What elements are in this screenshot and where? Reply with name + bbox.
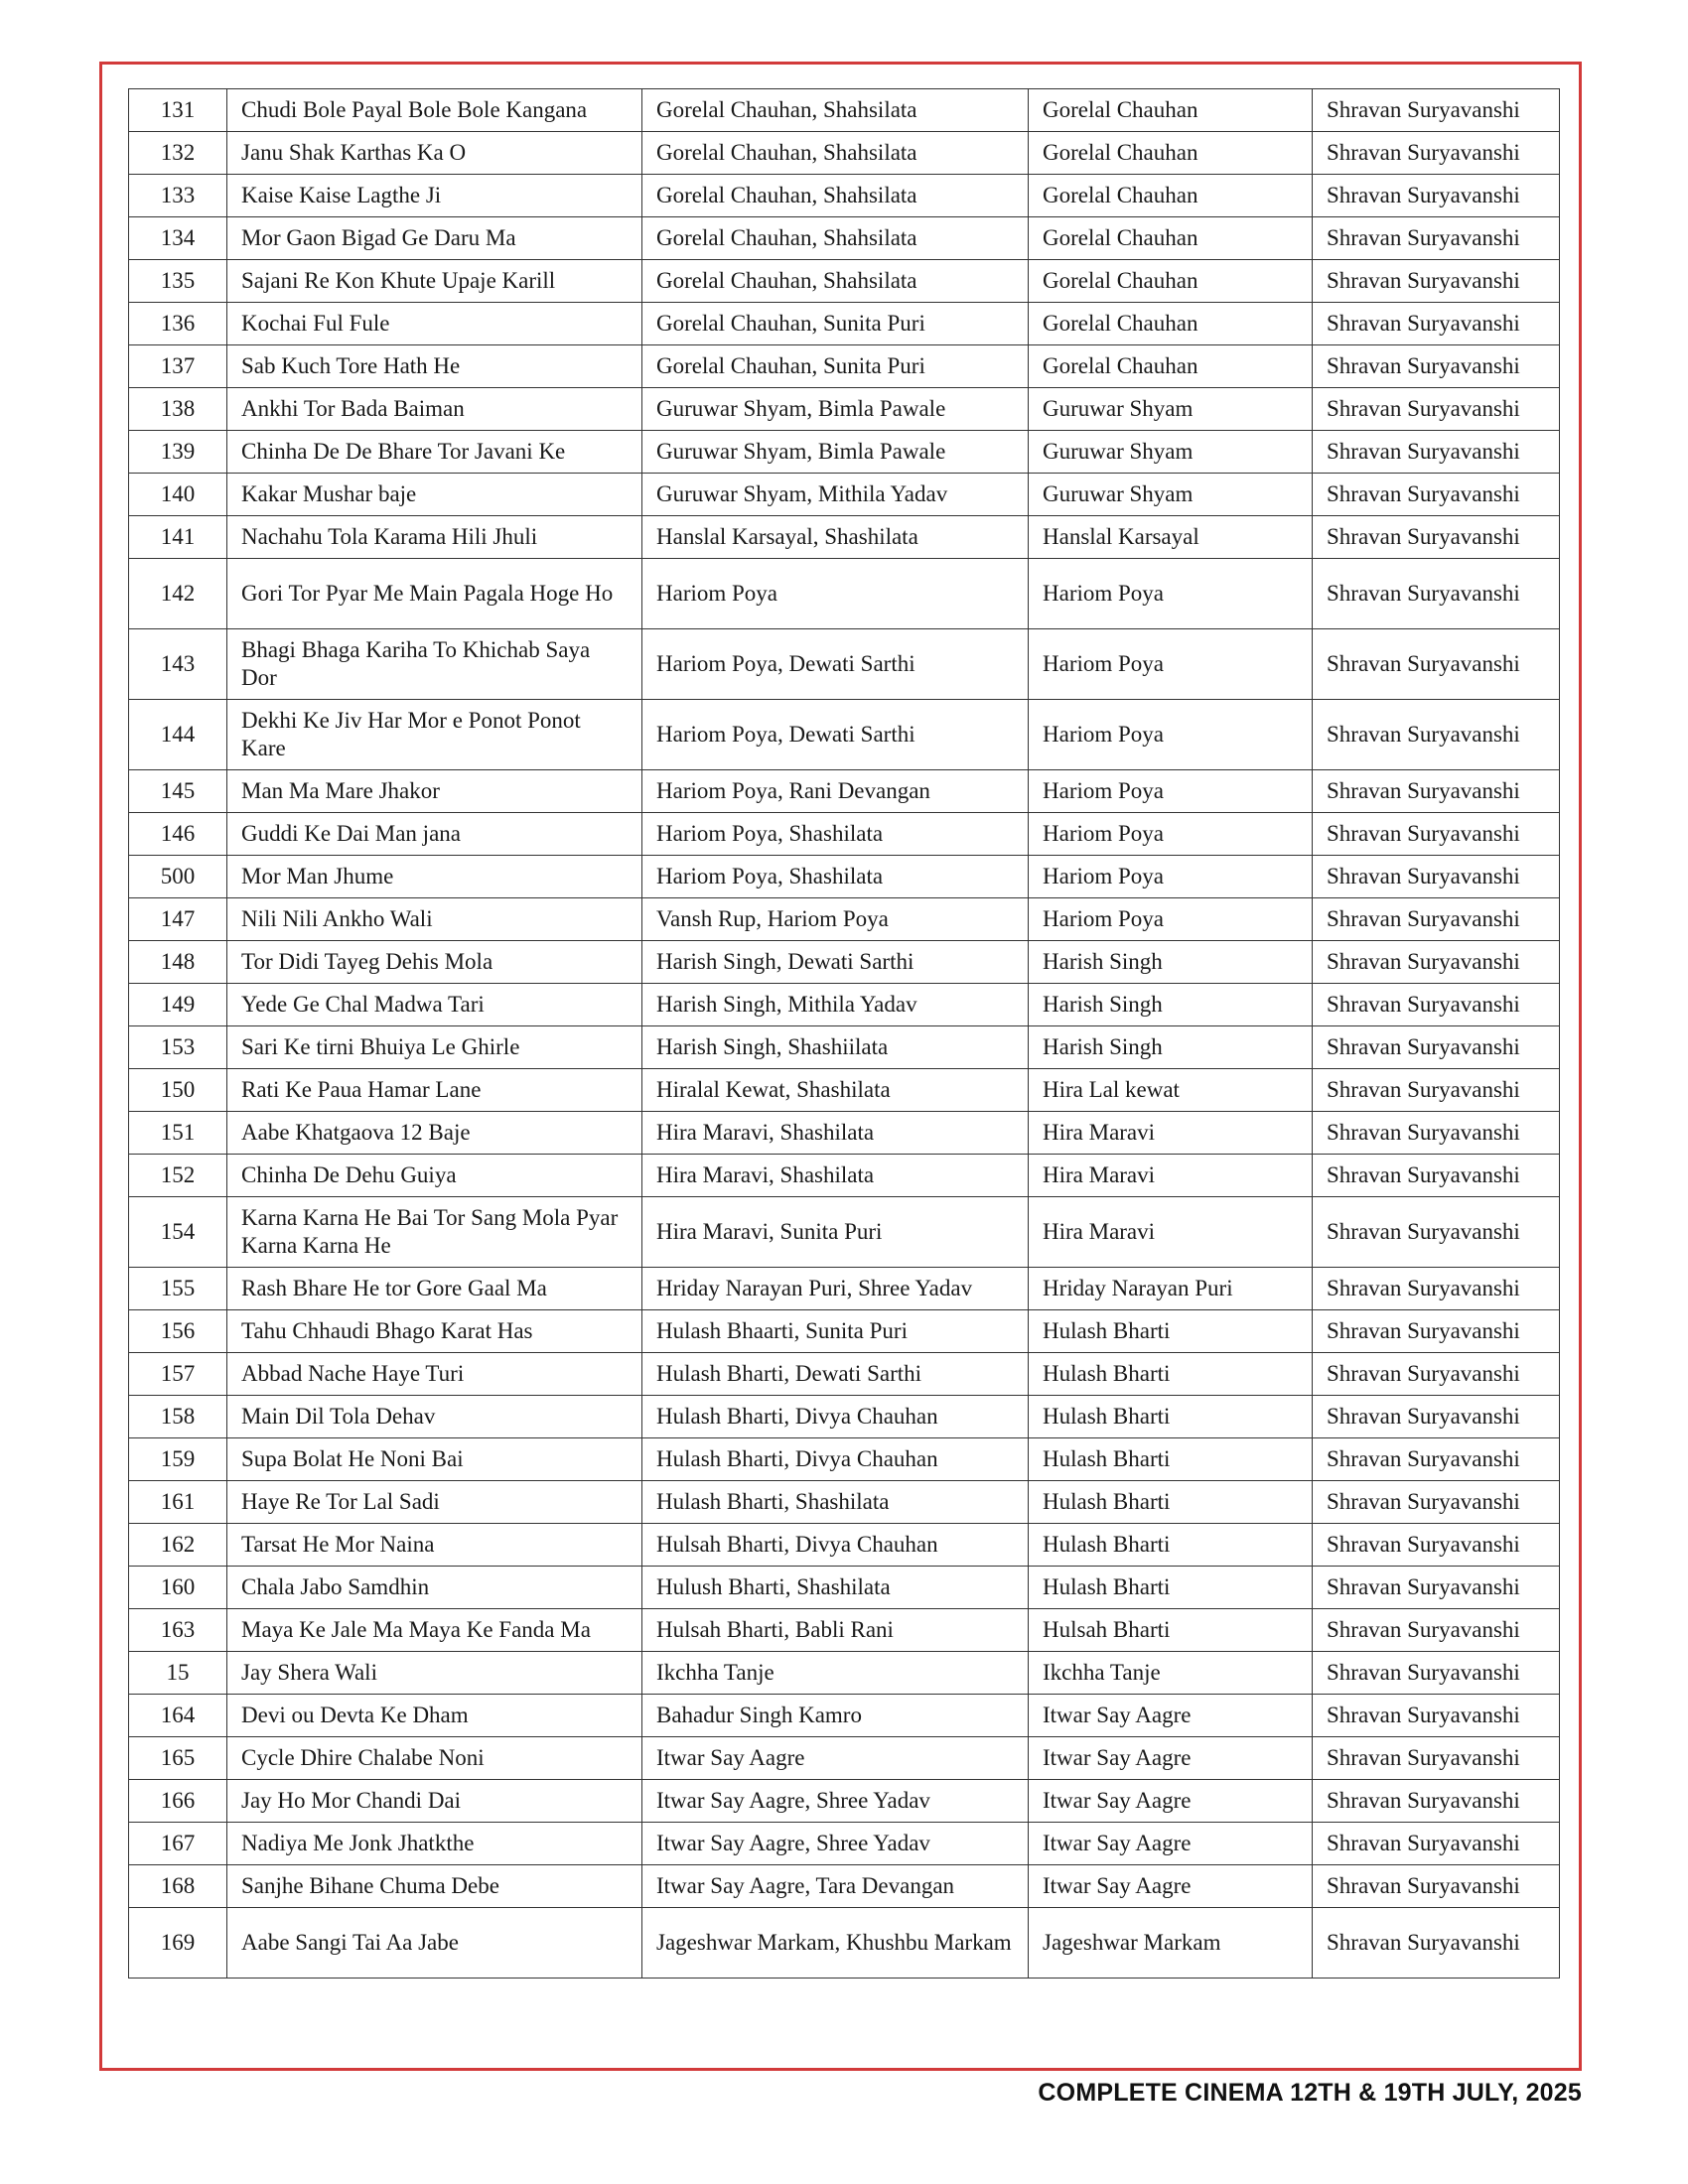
singers-cell: Itwar Say Aagre, Shree Yadav <box>642 1823 1029 1865</box>
singers-cell: Hulash Bharti, Divya Chauhan <box>642 1396 1029 1438</box>
song-title-cell: Rash Bhare He tor Gore Gaal Ma <box>227 1268 642 1310</box>
table-row <box>129 303 1560 345</box>
music-director-cell: Shravan Suryavanshi <box>1313 1353 1560 1396</box>
table-row <box>129 770 1560 813</box>
singers-cell: Gorelal Chauhan, Sunita Puri <box>642 345 1029 388</box>
singers-cell: Bahadur Singh Kamro <box>642 1695 1029 1737</box>
singers-cell: Hulsah Bharti, Divya Chauhan <box>642 1524 1029 1567</box>
table-row <box>129 813 1560 856</box>
singers-cell: Hiralal Kewat, Shashilata <box>642 1069 1029 1112</box>
lyricist-cell: Hulash Bharti <box>1029 1396 1313 1438</box>
song-title-cell: Gori Tor Pyar Me Main Pagala Hoge Ho <box>227 559 642 629</box>
lyricist-cell: Gorelal Chauhan <box>1029 175 1313 217</box>
singers-cell: Hulush Bharti, Shashilata <box>642 1567 1029 1609</box>
table-row <box>129 1609 1560 1652</box>
music-director-cell: Shravan Suryavanshi <box>1313 1396 1560 1438</box>
song-title-cell: Karna Karna He Bai Tor Sang Mola Pyar Karna Karna He <box>227 1197 642 1268</box>
music-director-cell: Shravan Suryavanshi <box>1313 559 1560 629</box>
lyricist-cell: Hulash Bharti <box>1029 1438 1313 1481</box>
song-title-cell: Aabe Khatgaova 12 Baje <box>227 1112 642 1155</box>
table-row <box>129 629 1560 700</box>
song-title-cell: Aabe Sangi Tai Aa Jabe <box>227 1908 642 1979</box>
lyricist-cell: Hariom Poya <box>1029 559 1313 629</box>
lyricist-cell: Gorelal Chauhan <box>1029 303 1313 345</box>
table-row <box>129 1823 1560 1865</box>
row-number-cell: 146 <box>129 813 227 856</box>
table-row <box>129 1481 1560 1524</box>
song-title-cell: Guddi Ke Dai Man jana <box>227 813 642 856</box>
row-number-cell: 151 <box>129 1112 227 1155</box>
lyricist-cell: Hariom Poya <box>1029 700 1313 770</box>
table-row <box>129 700 1560 770</box>
table-row <box>129 1652 1560 1695</box>
lyricist-cell: Jageshwar Markam <box>1029 1908 1313 1979</box>
row-number-cell: 154 <box>129 1197 227 1268</box>
music-director-cell: Shravan Suryavanshi <box>1313 1268 1560 1310</box>
table-row <box>129 1737 1560 1780</box>
row-number-cell: 169 <box>129 1908 227 1979</box>
music-director-cell: Shravan Suryavanshi <box>1313 1780 1560 1823</box>
table-row <box>129 1524 1560 1567</box>
lyricist-cell: Harish Singh <box>1029 941 1313 984</box>
song-title-cell: Haye Re Tor Lal Sadi <box>227 1481 642 1524</box>
page-frame <box>99 62 1582 2071</box>
table-row <box>129 941 1560 984</box>
song-title-cell: Supa Bolat He Noni Bai <box>227 1438 642 1481</box>
singers-cell: Guruwar Shyam, Mithila Yadav <box>642 474 1029 516</box>
row-number-cell: 162 <box>129 1524 227 1567</box>
music-director-cell: Shravan Suryavanshi <box>1313 1652 1560 1695</box>
song-title-cell: Chinha De Dehu Guiya <box>227 1155 642 1197</box>
table-row <box>129 260 1560 303</box>
music-director-cell: Shravan Suryavanshi <box>1313 1310 1560 1353</box>
singers-cell: Gorelal Chauhan, Sunita Puri <box>642 303 1029 345</box>
music-director-cell: Shravan Suryavanshi <box>1313 898 1560 941</box>
song-title-cell: Sanjhe Bihane Chuma Debe <box>227 1865 642 1908</box>
singers-cell: Vansh Rup, Hariom Poya <box>642 898 1029 941</box>
row-number-cell: 138 <box>129 388 227 431</box>
singers-cell: Harish Singh, Dewati Sarthi <box>642 941 1029 984</box>
table-row <box>129 516 1560 559</box>
song-title-cell: Tahu Chhaudi Bhago Karat Has <box>227 1310 642 1353</box>
row-number-cell: 139 <box>129 431 227 474</box>
lyricist-cell: Hira Maravi <box>1029 1197 1313 1268</box>
singers-cell: Hariom Poya, Dewati Sarthi <box>642 629 1029 700</box>
row-number-cell: 137 <box>129 345 227 388</box>
song-title-cell: Devi ou Devta Ke Dham <box>227 1695 642 1737</box>
music-director-cell: Shravan Suryavanshi <box>1313 516 1560 559</box>
singers-cell: Hira Maravi, Shashilata <box>642 1155 1029 1197</box>
music-director-cell: Shravan Suryavanshi <box>1313 1155 1560 1197</box>
row-number-cell: 165 <box>129 1737 227 1780</box>
table-row <box>129 345 1560 388</box>
table-row <box>129 1353 1560 1396</box>
singers-cell: Hira Maravi, Shashilata <box>642 1112 1029 1155</box>
music-director-cell: Shravan Suryavanshi <box>1313 1026 1560 1069</box>
singers-cell: Guruwar Shyam, Bimla Pawale <box>642 388 1029 431</box>
lyricist-cell: Itwar Say Aagre <box>1029 1695 1313 1737</box>
singers-cell: Gorelal Chauhan, Shahsilata <box>642 89 1029 132</box>
table-row <box>129 856 1560 898</box>
lyricist-cell: Harish Singh <box>1029 1026 1313 1069</box>
music-director-cell: Shravan Suryavanshi <box>1313 1438 1560 1481</box>
singers-cell: Hulash Bharti, Divya Chauhan <box>642 1438 1029 1481</box>
table-row <box>129 1112 1560 1155</box>
table-row <box>129 175 1560 217</box>
music-director-cell: Shravan Suryavanshi <box>1313 856 1560 898</box>
row-number-cell: 144 <box>129 700 227 770</box>
singers-cell: Hira Maravi, Sunita Puri <box>642 1197 1029 1268</box>
row-number-cell: 133 <box>129 175 227 217</box>
lyricist-cell: Itwar Say Aagre <box>1029 1780 1313 1823</box>
table-row <box>129 474 1560 516</box>
table-row <box>129 1780 1560 1823</box>
row-number-cell: 145 <box>129 770 227 813</box>
row-number-cell: 167 <box>129 1823 227 1865</box>
music-director-cell: Shravan Suryavanshi <box>1313 629 1560 700</box>
singers-cell: Jageshwar Markam, Khushbu Markam <box>642 1908 1029 1979</box>
table-row <box>129 1069 1560 1112</box>
row-number-cell: 135 <box>129 260 227 303</box>
song-title-cell: Rati Ke Paua Hamar Lane <box>227 1069 642 1112</box>
song-title-cell: Kakar Mushar baje <box>227 474 642 516</box>
table-row <box>129 1310 1560 1353</box>
music-director-cell: Shravan Suryavanshi <box>1313 1865 1560 1908</box>
row-number-cell: 134 <box>129 217 227 260</box>
singers-cell: Hariom Poya, Dewati Sarthi <box>642 700 1029 770</box>
table-row <box>129 89 1560 132</box>
singers-cell: Itwar Say Aagre <box>642 1737 1029 1780</box>
song-title-cell: Abbad Nache Haye Turi <box>227 1353 642 1396</box>
table-row <box>129 1695 1560 1737</box>
lyricist-cell: Hira Lal kewat <box>1029 1069 1313 1112</box>
music-director-cell: Shravan Suryavanshi <box>1313 1197 1560 1268</box>
music-director-cell: Shravan Suryavanshi <box>1313 89 1560 132</box>
song-title-cell: Mor Gaon Bigad Ge Daru Ma <box>227 217 642 260</box>
song-title-cell: Yede Ge Chal Madwa Tari <box>227 984 642 1026</box>
lyricist-cell: Guruwar Shyam <box>1029 431 1313 474</box>
singers-cell: Hulash Bhaarti, Sunita Puri <box>642 1310 1029 1353</box>
singers-cell: Hariom Poya <box>642 559 1029 629</box>
song-title-cell: Ankhi Tor Bada Baiman <box>227 388 642 431</box>
row-number-cell: 159 <box>129 1438 227 1481</box>
song-title-cell: Chudi Bole Payal Bole Bole Kangana <box>227 89 642 132</box>
singers-cell: Hariom Poya, Rani Devangan <box>642 770 1029 813</box>
row-number-cell: 15 <box>129 1652 227 1695</box>
song-title-cell: Nachahu Tola Karama Hili Jhuli <box>227 516 642 559</box>
table-row <box>129 1438 1560 1481</box>
singers-cell: Guruwar Shyam, Bimla Pawale <box>642 431 1029 474</box>
lyricist-cell: Gorelal Chauhan <box>1029 89 1313 132</box>
song-title-cell: Dekhi Ke Jiv Har Mor e Ponot Ponot Kare <box>227 700 642 770</box>
footer-publication-line: COMPLETE CINEMA 12TH & 19TH JULY, 2025 <box>1038 2079 1582 2107</box>
song-title-cell: Jay Shera Wali <box>227 1652 642 1695</box>
lyricist-cell: Itwar Say Aagre <box>1029 1823 1313 1865</box>
music-director-cell: Shravan Suryavanshi <box>1313 260 1560 303</box>
singers-cell: Gorelal Chauhan, Shahsilata <box>642 132 1029 175</box>
music-director-cell: Shravan Suryavanshi <box>1313 345 1560 388</box>
music-director-cell: Shravan Suryavanshi <box>1313 813 1560 856</box>
lyricist-cell: Ikchha Tanje <box>1029 1652 1313 1695</box>
music-director-cell: Shravan Suryavanshi <box>1313 1112 1560 1155</box>
music-director-cell: Shravan Suryavanshi <box>1313 175 1560 217</box>
music-director-cell: Shravan Suryavanshi <box>1313 388 1560 431</box>
music-director-cell: Shravan Suryavanshi <box>1313 770 1560 813</box>
lyricist-cell: Hariom Poya <box>1029 856 1313 898</box>
singers-cell: Harish Singh, Shashiilata <box>642 1026 1029 1069</box>
lyricist-cell: Gorelal Chauhan <box>1029 345 1313 388</box>
row-number-cell: 160 <box>129 1567 227 1609</box>
lyricist-cell: Gorelal Chauhan <box>1029 260 1313 303</box>
row-number-cell: 141 <box>129 516 227 559</box>
lyricist-cell: Hriday Narayan Puri <box>1029 1268 1313 1310</box>
lyricist-cell: Hariom Poya <box>1029 898 1313 941</box>
song-title-cell: Kaise Kaise Lagthe Ji <box>227 175 642 217</box>
song-title-cell: Tor Didi Tayeg Dehis Mola <box>227 941 642 984</box>
song-title-cell: Tarsat He Mor Naina <box>227 1524 642 1567</box>
row-number-cell: 150 <box>129 1069 227 1112</box>
lyricist-cell: Hariom Poya <box>1029 770 1313 813</box>
row-number-cell: 158 <box>129 1396 227 1438</box>
singers-cell: Hriday Narayan Puri, Shree Yadav <box>642 1268 1029 1310</box>
lyricist-cell: Gorelal Chauhan <box>1029 132 1313 175</box>
lyricist-cell: Hulsah Bharti <box>1029 1609 1313 1652</box>
lyricist-cell: Hanslal Karsayal <box>1029 516 1313 559</box>
table-row <box>129 1396 1560 1438</box>
table-row <box>129 1865 1560 1908</box>
singers-cell: Hulsah Bharti, Babli Rani <box>642 1609 1029 1652</box>
row-number-cell: 147 <box>129 898 227 941</box>
music-director-cell: Shravan Suryavanshi <box>1313 941 1560 984</box>
lyricist-cell: Hulash Bharti <box>1029 1567 1313 1609</box>
song-title-cell: Main Dil Tola Dehav <box>227 1396 642 1438</box>
music-director-cell: Shravan Suryavanshi <box>1313 217 1560 260</box>
song-title-cell: Sab Kuch Tore Hath He <box>227 345 642 388</box>
row-number-cell: 163 <box>129 1609 227 1652</box>
row-number-cell: 164 <box>129 1695 227 1737</box>
row-number-cell: 157 <box>129 1353 227 1396</box>
table-row <box>129 1908 1560 1979</box>
music-director-cell: Shravan Suryavanshi <box>1313 984 1560 1026</box>
singers-cell: Hariom Poya, Shashilata <box>642 813 1029 856</box>
music-director-cell: Shravan Suryavanshi <box>1313 1481 1560 1524</box>
song-title-cell: Cycle Dhire Chalabe Noni <box>227 1737 642 1780</box>
song-title-cell: Maya Ke Jale Ma Maya Ke Fanda Ma <box>227 1609 642 1652</box>
song-title-cell: Sari Ke tirni Bhuiya Le Ghirle <box>227 1026 642 1069</box>
songs-table <box>128 88 1560 1979</box>
row-number-cell: 155 <box>129 1268 227 1310</box>
lyricist-cell: Guruwar Shyam <box>1029 388 1313 431</box>
lyricist-cell: Hira Maravi <box>1029 1112 1313 1155</box>
row-number-cell: 142 <box>129 559 227 629</box>
song-title-cell: Jay Ho Mor Chandi Dai <box>227 1780 642 1823</box>
table-row <box>129 132 1560 175</box>
table-row <box>129 559 1560 629</box>
singers-cell: Hariom Poya, Shashilata <box>642 856 1029 898</box>
lyricist-cell: Hariom Poya <box>1029 629 1313 700</box>
music-director-cell: Shravan Suryavanshi <box>1313 1823 1560 1865</box>
row-number-cell: 140 <box>129 474 227 516</box>
music-director-cell: Shravan Suryavanshi <box>1313 303 1560 345</box>
row-number-cell: 149 <box>129 984 227 1026</box>
row-number-cell: 148 <box>129 941 227 984</box>
table-row <box>129 217 1560 260</box>
table-row <box>129 1026 1560 1069</box>
lyricist-cell: Hulash Bharti <box>1029 1524 1313 1567</box>
song-title-cell: Mor Man Jhume <box>227 856 642 898</box>
lyricist-cell: Hira Maravi <box>1029 1155 1313 1197</box>
lyricist-cell: Hulash Bharti <box>1029 1353 1313 1396</box>
table-row <box>129 1197 1560 1268</box>
music-director-cell: Shravan Suryavanshi <box>1313 1695 1560 1737</box>
table-row <box>129 984 1560 1026</box>
music-director-cell: Shravan Suryavanshi <box>1313 1069 1560 1112</box>
row-number-cell: 156 <box>129 1310 227 1353</box>
song-title-cell: Nadiya Me Jonk Jhatkthe <box>227 1823 642 1865</box>
row-number-cell: 132 <box>129 132 227 175</box>
music-director-cell: Shravan Suryavanshi <box>1313 1609 1560 1652</box>
singers-cell: Hulash Bharti, Dewati Sarthi <box>642 1353 1029 1396</box>
row-number-cell: 500 <box>129 856 227 898</box>
lyricist-cell: Hariom Poya <box>1029 813 1313 856</box>
lyricist-cell: Harish Singh <box>1029 984 1313 1026</box>
song-title-cell: Janu Shak Karthas Ka O <box>227 132 642 175</box>
table-row <box>129 898 1560 941</box>
lyricist-cell: Hulash Bharti <box>1029 1481 1313 1524</box>
song-title-cell: Man Ma Mare Jhakor <box>227 770 642 813</box>
table-row <box>129 431 1560 474</box>
table-row <box>129 388 1560 431</box>
music-director-cell: Shravan Suryavanshi <box>1313 1908 1560 1979</box>
song-title-cell: Chala Jabo Samdhin <box>227 1567 642 1609</box>
song-title-cell: Kochai Ful Fule <box>227 303 642 345</box>
singers-cell: Hulash Bharti, Shashilata <box>642 1481 1029 1524</box>
songs-table-body <box>129 89 1560 1979</box>
table-row <box>129 1155 1560 1197</box>
singers-cell: Ikchha Tanje <box>642 1652 1029 1695</box>
singers-cell: Itwar Say Aagre, Shree Yadav <box>642 1780 1029 1823</box>
music-director-cell: Shravan Suryavanshi <box>1313 431 1560 474</box>
singers-cell: Gorelal Chauhan, Shahsilata <box>642 217 1029 260</box>
song-title-cell: Chinha De De Bhare Tor Javani Ke <box>227 431 642 474</box>
singers-cell: Gorelal Chauhan, Shahsilata <box>642 175 1029 217</box>
table-row <box>129 1567 1560 1609</box>
music-director-cell: Shravan Suryavanshi <box>1313 1524 1560 1567</box>
music-director-cell: Shravan Suryavanshi <box>1313 700 1560 770</box>
lyricist-cell: Guruwar Shyam <box>1029 474 1313 516</box>
row-number-cell: 143 <box>129 629 227 700</box>
singers-cell: Harish Singh, Mithila Yadav <box>642 984 1029 1026</box>
singers-cell: Hanslal Karsayal, Shashilata <box>642 516 1029 559</box>
song-title-cell: Nili Nili Ankho Wali <box>227 898 642 941</box>
singers-cell: Itwar Say Aagre, Tara Devangan <box>642 1865 1029 1908</box>
music-director-cell: Shravan Suryavanshi <box>1313 132 1560 175</box>
music-director-cell: Shravan Suryavanshi <box>1313 1737 1560 1780</box>
lyricist-cell: Hulash Bharti <box>1029 1310 1313 1353</box>
row-number-cell: 161 <box>129 1481 227 1524</box>
row-number-cell: 153 <box>129 1026 227 1069</box>
song-title-cell: Sajani Re Kon Khute Upaje Karill <box>227 260 642 303</box>
singers-cell: Gorelal Chauhan, Shahsilata <box>642 260 1029 303</box>
lyricist-cell: Itwar Say Aagre <box>1029 1865 1313 1908</box>
music-director-cell: Shravan Suryavanshi <box>1313 1567 1560 1609</box>
row-number-cell: 168 <box>129 1865 227 1908</box>
row-number-cell: 152 <box>129 1155 227 1197</box>
row-number-cell: 136 <box>129 303 227 345</box>
song-title-cell: Bhagi Bhaga Kariha To Khichab Saya Dor <box>227 629 642 700</box>
lyricist-cell: Gorelal Chauhan <box>1029 217 1313 260</box>
row-number-cell: 131 <box>129 89 227 132</box>
music-director-cell: Shravan Suryavanshi <box>1313 474 1560 516</box>
row-number-cell: 166 <box>129 1780 227 1823</box>
lyricist-cell: Itwar Say Aagre <box>1029 1737 1313 1780</box>
table-row <box>129 1268 1560 1310</box>
